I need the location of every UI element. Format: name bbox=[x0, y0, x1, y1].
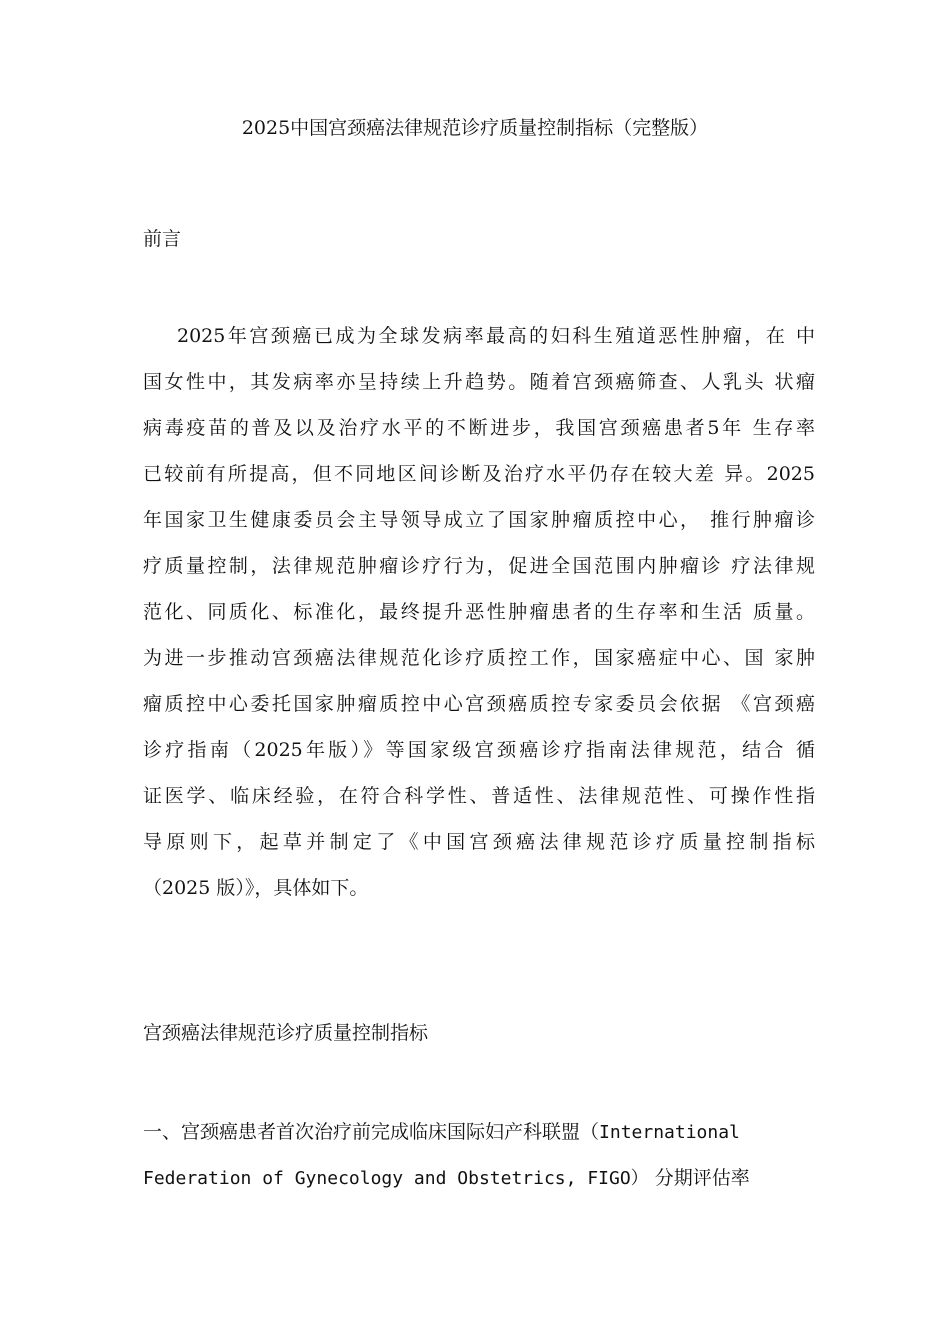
indicator-item-english-1: International bbox=[599, 1122, 740, 1143]
indicators-heading: 宫颈癌法律规范诊疗质量控制指标 bbox=[143, 1022, 429, 1044]
preface-line: 2025年宫颈癌已成为全球发病率最高的妇科生殖道恶性肿瘤，在 中 bbox=[177, 325, 815, 347]
preface-line: 瘤质控中心委托国家肿瘤质控中心宫颈癌质控专家委员会依据 《宫颈癌 bbox=[143, 693, 815, 715]
preface-heading: 前言 bbox=[143, 228, 182, 250]
preface-line: （2025 版）》，具体如下。 bbox=[143, 877, 369, 899]
preface-line: 为进一步推动宫颈癌法律规范化诊疗质控工作，国家癌症中心、国 家肿 bbox=[143, 647, 815, 669]
preface-line: 疗质量控制，法律规范肿瘤诊疗行为，促进全国范围内肿瘤诊 疗法律规 bbox=[143, 555, 815, 577]
preface-line: 导原则下，起草并制定了《中国宫颈癌法律规范诊疗质量控制指标 bbox=[143, 831, 815, 853]
document-title: 2025中国宫颈癌法律规范诊疗质量控制指标（完整版） bbox=[241, 117, 709, 139]
preface-line: 国女性中，其发病率亦呈持续上升趋势。随着宫颈癌筛查、人乳头 状瘤 bbox=[143, 371, 815, 393]
indicator-item-line bbox=[143, 1120, 740, 1145]
preface-line: 病毒疫苗的普及以及治疗水平的不断进步，我国宫颈癌患者5年 生存率 bbox=[143, 417, 815, 439]
preface-line: 年国家卫生健康委员会主导领导成立了国家肿瘤质控中心， 推行肿瘤诊 bbox=[143, 509, 815, 531]
indicator-item-prefix: 一、宫颈癌患者首次治疗前完成临床国际妇产科联盟（ bbox=[143, 1121, 600, 1143]
preface-line: 范化、同质化、标准化，最终提升恶性肿瘤患者的生存率和生活 质量。 bbox=[143, 601, 815, 623]
indicator-item-english-2: Federation of Gynecology and Obstetrics, FIGO） bbox=[143, 1168, 649, 1189]
preface-line: 已较前有所提高，但不同地区间诊断及治疗水平仍存在较大差 异。2025 bbox=[143, 463, 815, 485]
indicator-item-line bbox=[143, 1166, 750, 1191]
preface-line: 证医学、临床经验，在符合科学性、普适性、法律规范性、可操作性指 bbox=[143, 785, 815, 807]
indicator-item-suffix: 分期评估率 bbox=[648, 1167, 750, 1189]
preface-line: 诊疗指南（2025年版）》等国家级宫颈癌诊疗指南法律规范，结合 循 bbox=[143, 739, 815, 761]
